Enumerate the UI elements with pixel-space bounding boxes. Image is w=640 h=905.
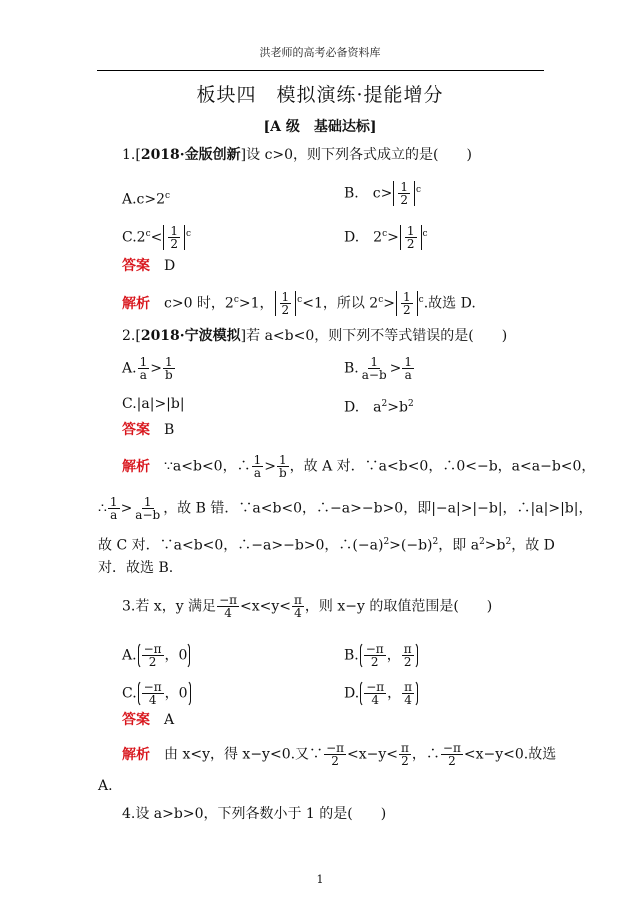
q2-option-c: C.|a|>|b| [122, 396, 185, 412]
q2-option-a: A. $\frac{1}{a}$ > $\frac{1}{b}$ [122, 355, 173, 382]
q4-stem: 4.设 a>b>0，下列各数小于 1 的是( ) [122, 806, 387, 822]
q1-stem: 1.[2018·金版创新]设 c>0，则下列各式成立的是( ) [122, 147, 472, 163]
q2-analysis-line-2: ∴ $\frac{1}{a}$ > $\frac{1}{a-b}$ ，故 B 错．∵a<b<0，∴−a>−b>0，即|−a|>|−b|，∴|a|>|b|， [98, 495, 593, 522]
q3-option-d: D. $\frac{-\pi}{4}$ ， $\frac{\pi}{4}$ [344, 680, 419, 707]
header-rule [97, 70, 544, 71]
q2-option-b: B. $\frac{1}{a-b}$ > $\frac{1}{a}$ [344, 355, 413, 382]
q1-answer: 答案 D [122, 258, 176, 274]
q2-answer: 答案 B [122, 422, 175, 438]
q1-option-c: C.2$^c$< $\frac{1}{2}$ $^c$ [122, 224, 192, 252]
level-heading: [A 级 基础达标] [263, 119, 377, 135]
q2-stem: 2.[2018·宁波模拟]若 a<b<0，则下列不等式错误的是( ) [122, 328, 508, 344]
q3-option-c: C. $\frac{-\pi}{4}$ ，0 [122, 680, 192, 707]
q1-option-a: $A.c>2^c$ [122, 191, 171, 208]
q3-option-b: B. $\frac{-\pi}{2}$ ， $\frac{\pi}{2}$ [344, 642, 419, 669]
q1-option-d: D. $2^c>$ $\frac{1}{2}$ $^c$ [344, 224, 428, 252]
section-title: 板块四 模拟演练·提能增分 [196, 84, 444, 106]
q1-option-b: B. c> $\frac{1}{2}$ $^c$ [344, 180, 421, 208]
q2-analysis-line-1: 解析 ∵a<b<0，∴ $\frac{1}{a}$ > $\frac{1}{b}$ ，故 A 对．∵a<b<0，∴0<−b，a<a−b<0， [122, 453, 596, 480]
q2-analysis-line-3: 故 C 对．∵a<b<0，∴−a>−b>0，$\therefore(-a)^2>(-b)^2$，即 $a^2>b^2$，故 D [98, 537, 555, 554]
q2-analysis-line-4: 对．故选 B. [98, 560, 174, 576]
q1-analysis: 解析 c>0 时，$2^c>1$， $\frac{1}{2}$ $^c$<1，所以 $2^c>$ $\frac{1}{2}$ $^c$.故选 D. [122, 290, 476, 318]
q3-stem: 3.若 x，y 满足 $\frac{-\pi}{4}$ <x<y< $\frac{\pi}{4}$ ，则 x−y 的取值范围是( ) [122, 593, 493, 620]
q3-answer: 答案 A [122, 712, 175, 728]
page-header: 洪老师的高考必备资料库 [259, 46, 381, 59]
q2-option-d: D. $a^2>b^2$ [344, 399, 414, 416]
q3-analysis: 解析 由 x<y，得 x−y<0.又∵ $\frac{-\pi}{2}$ <x−y< $\frac{\pi}{2}$ ，∴ $\frac{-\pi}{2}$ <x−y<0.故选 [122, 741, 557, 768]
q3-option-a: A. $\frac{-\pi}{2}$ ，0 [122, 642, 191, 669]
q3-analysis-end: A. [98, 778, 113, 794]
page-number: 1 [316, 873, 324, 886]
